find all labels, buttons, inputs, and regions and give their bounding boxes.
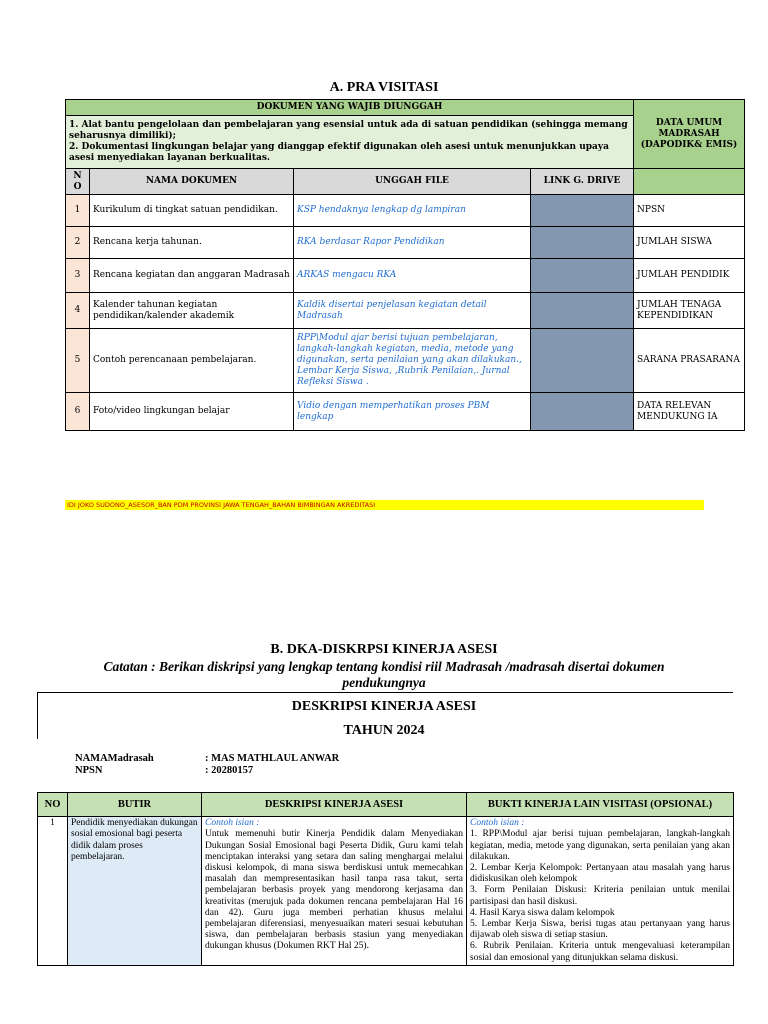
documents-table [65,99,745,431]
row-no: 4 [66,293,90,329]
gdrive-link-cell[interactable] [531,393,634,431]
nama-value: : MAS MATHLAUL ANWAR [205,753,340,764]
row-unggah: Kaldik disertai penjelasan kegiatan detail Madrasah [294,293,531,329]
row-no: 1 [38,817,68,966]
col-butir: BUTIR [68,793,202,817]
desc-title: DESKRIPSI KINERJA ASESI [291,699,477,714]
section-b-note: Catatan : Berikan diskripsi yang lengkap tentang kondisi riil Madrasah /madrasah disertai dokumen pendukungnya [103,659,665,690]
npsn-label: NPSN [75,765,103,776]
col-link-gdrive: LINK G. DRIVE [531,169,634,195]
row-unggah: ARKAS mengacu RKA [294,259,531,293]
gdrive-link-cell[interactable] [531,227,634,259]
section-b-title: B. DKA-DISKRPSI KINERJA ASESI [270,642,498,657]
row-nama: Kalender tahunan kegiatan pendidikan/kalender akademik [90,293,294,329]
row-nama: Kurikulum di tingkat satuan pendidikan. [90,195,294,227]
table-row [66,195,745,227]
npsn-value: : 20280157 [205,765,254,776]
gdrive-link-cell[interactable] [531,329,634,393]
row-no: 2 [66,227,90,259]
contoh-label: Contoh isian : [205,818,260,829]
row-no: 5 [66,329,90,393]
table-row [66,227,745,259]
kinerja-table [37,792,734,966]
bukti-item: 1. RPP\Modul ajar berisi tujuan pembelajaran, langkah-langkah kegiatan, media, metode yang digunakan, serta penilaian yang akan dilakukan. [470,829,730,862]
bukti-item: 5. Lembar Kerja Siswa, berisi tugas atau pertanyaan yang harus dijawab oleh siswa di setiap stasiun. [470,919,730,941]
table-row [66,393,745,431]
row-nama: Rencana kerja tahunan. [90,227,294,259]
row-no: 1 [66,195,90,227]
row-nama: Foto/video lingkungan belajar [90,393,294,431]
row-data: JUMLAH SISWA [634,227,745,259]
row-butir: Pendidik menyediakan dukungan sosial emosional bagi peserta didik dalam proses pembelajaran. [68,817,202,966]
col-nama-dokumen: NAMA DOKUMEN [90,169,294,195]
data-umum-header: DATA UMUM MADRASAH (DAPODIK& EMIS) [634,100,745,169]
nama-label: NAMAMadrasah [75,753,154,764]
row-no: 6 [66,393,90,431]
gdrive-link-cell[interactable] [531,293,634,329]
row-data: DATA RELEVAN MENDUKUNG IA [634,393,745,431]
gdrive-link-cell[interactable] [531,259,634,293]
row-unggah: RPP\Modul ajar berisi tujuan pembelajaran, langkah-langkah kegiatan, media, metode yang digunakan, serta penilaian yang akan dilakukan., Lembar Kerja Siswa, ,Rubrik Penilaian,. Jurnal Refleksi Siswa . [294,329,531,393]
row-deskripsi [202,817,467,966]
table-row [66,293,745,329]
bukti-contoh-label: Contoh isian : [470,818,525,829]
row-data: JUMLAH PENDIDIK [634,259,745,293]
bukti-item: 2. Lembar Kerja Kelompok: Pertanyaan atau masalah yang harus didiskusikan oleh kelompok [470,863,730,885]
section-a-title: A. PRA VISITASI [329,80,439,95]
col-no: NO [38,793,68,817]
row-data: NPSN [634,195,745,227]
row-bukti [467,817,734,966]
table-row [66,329,745,393]
row-no: 3 [66,259,90,293]
row-nama: Rencana kegiatan dan anggaran Madrasah [90,259,294,293]
identity-labels [75,753,154,777]
deskripsi-text: Untuk memenuhi butir Kinerja Pendidik dalam Menyediakan Dukungan Sosial Emosional bagi Peserta Didik, Guru kami telah menciptakan interaksi yang setara dan saling menghargai melalui diskusi kelompok, di mana siswa berdiskusi untuk memecahkan masalah dan mempresentasikan hasil tanpa rasa takut, serta pembelajaran berbasis proyek yang mendorong kerjasama dan kreativitas (merujuk pada dokumen rencana pembelajaran Hal 16 dan 42). Guru juga memberi perhatian khusus melalui pembelajaran diferensiasi, menyesuaikan materi sesuai kebutuhan siswa, dan pembelajaran berbasis stasiun yang menyediakan dukungan khusus (Dokumen RKT Hal 25). [205,829,463,952]
row-unggah: Vidio dengan memperhatikan proses PBM lengkap [294,393,531,431]
bukti-item: 3. Form Penilaian Diskusi: Kriteria penilaian untuk menilai partisipasi dan hasil diskusi. [470,885,730,907]
bukti-item: 6. Rubrik Penilaian. Kriteria untuk mengevaluasi keterampilan sosial dan emosional yang ditunjukkan selama diskusi. [470,941,730,963]
row-unggah: RKA berdasar Rapor Pendidikan [294,227,531,259]
identity-values [205,753,339,777]
instructions [66,116,634,169]
row-nama: Contoh perencanaan pembelajaran. [90,329,294,393]
table-row [66,259,745,293]
divider [37,692,733,693]
instruction-1: 1. Alat bantu pengelolaan dan pembelajaran yang esensial untuk ada di satuan pendidikan (sehingga memang seharusnya dimiliki); [69,120,628,141]
row-data: SARANA PRASARANA [634,329,745,393]
col-deskripsi: DESKRIPSI KINERJA ASESI [202,793,467,817]
col-unggah-file: UNGGAH FILE [294,169,531,195]
instruction-2: 2. Dokumentasi lingkungan belajar yang dianggap efektif digunakan oleh asesi untuk menunjukkan upaya asesi menyediakan layanan berkualitas. [69,142,609,163]
col-no: N O [66,169,90,195]
doc-header: DOKUMEN YANG WAJIB DIUNGGAH [66,100,634,116]
year-title: TAHUN 2024 [343,723,425,738]
footer-note: IDI JOKO SUDONO_ASESOR_BAN PDM PROVINSI JAWA TENGAH_BAHAN BIMBINGAN AKREDITASI [65,500,704,510]
row-unggah: KSP hendaknya lengkap dg lampiran [294,195,531,227]
bukti-item: 4. Hasil Karya siswa dalam kelompok [470,907,615,918]
row-data: JUMLAH TENAGA KEPENDIDIKAN [634,293,745,329]
data-umum-blank [634,169,745,195]
gdrive-link-cell[interactable] [531,195,634,227]
table-row [38,817,734,966]
col-bukti: BUKTI KINERJA LAIN VISITASI (OPSIONAL) [467,793,734,817]
